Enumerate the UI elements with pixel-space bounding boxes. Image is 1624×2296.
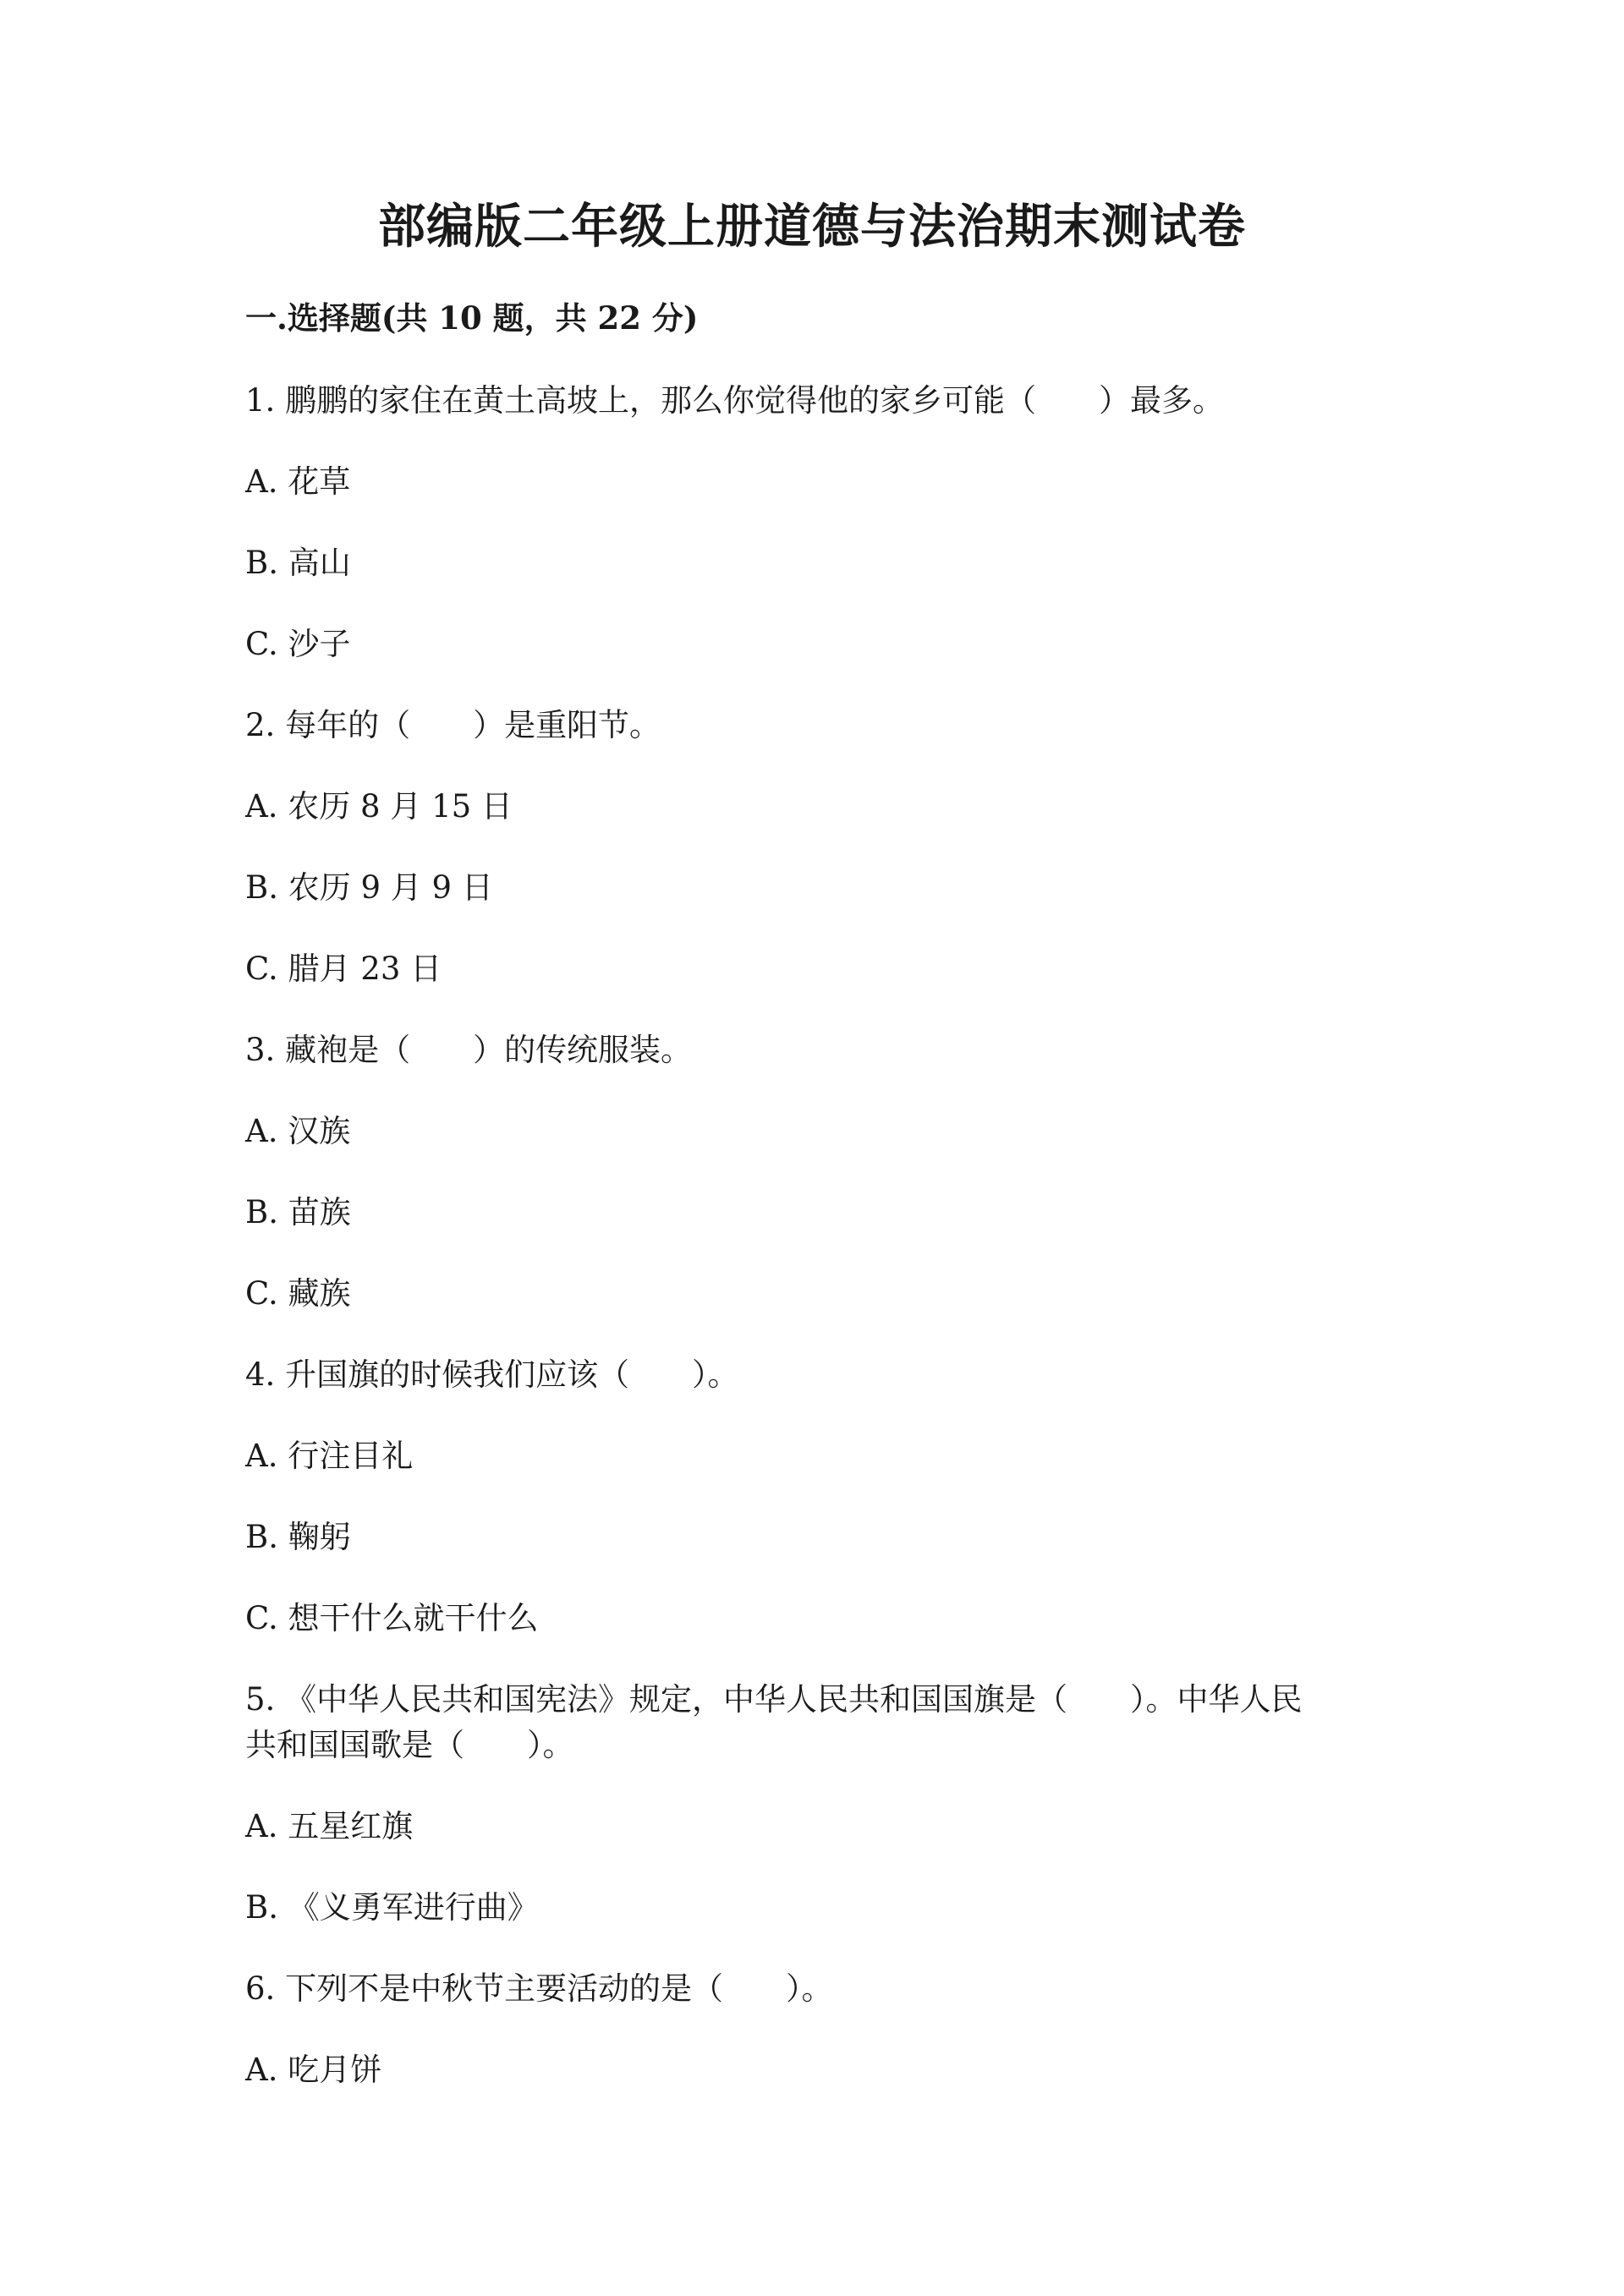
question-1-option-a[interactable]: A. 花草: [245, 463, 351, 500]
page-title: 部编版二年级上册道德与法治期末测试卷: [378, 199, 1246, 255]
question-3-option-a[interactable]: A. 汉族: [245, 1113, 351, 1149]
question-3-option-c[interactable]: C. 藏族: [245, 1275, 351, 1312]
question-5-stem-line-1: 5. 《中华人民共和国宪法》规定，中华人民共和国国旗是（ ）。中华人民: [245, 1681, 1303, 1718]
question-4-option-c[interactable]: C. 想干什么就干什么: [245, 1600, 539, 1636]
question-1-option-c[interactable]: C. 沙子: [245, 626, 351, 662]
question-6-option-a[interactable]: A. 吃月饼: [245, 2052, 382, 2088]
question-6-stem: 6. 下列不是中秋节主要活动的是（ ）。: [245, 1970, 833, 2007]
question-4-option-a[interactable]: A. 行注目礼: [245, 1438, 414, 1474]
question-2-stem: 2. 每年的（ ）是重阳节。: [245, 707, 661, 743]
question-1-option-b[interactable]: B. 高山: [245, 545, 351, 581]
question-4-option-b[interactable]: B. 鞠躬: [245, 1519, 351, 1555]
question-4-stem: 4. 升国旗的时候我们应该（ ）。: [245, 1356, 739, 1393]
question-5-option-a[interactable]: A. 五星红旗: [245, 1808, 414, 1844]
question-2-option-c[interactable]: C. 腊月 23 日: [245, 951, 442, 987]
question-2-option-b[interactable]: B. 农历 9 月 9 日: [245, 869, 493, 906]
question-1-stem: 1. 鹏鹏的家住在黄土高坡上，那么你觉得他的家乡可能（ ）最多。: [245, 382, 1225, 419]
question-3-option-b[interactable]: B. 苗族: [245, 1194, 351, 1230]
question-2-option-a[interactable]: A. 农历 8 月 15 日: [245, 788, 513, 825]
section-heading: 一.选择题(共 10 题，共 22 分): [245, 299, 699, 337]
question-5-stem-line-2: 共和国国歌是（ ）。: [245, 1727, 574, 1763]
question-3-stem: 3. 藏袍是（ ）的传统服装。: [245, 1032, 693, 1068]
question-5-option-b[interactable]: B. 《义勇军进行曲》: [245, 1889, 539, 1926]
